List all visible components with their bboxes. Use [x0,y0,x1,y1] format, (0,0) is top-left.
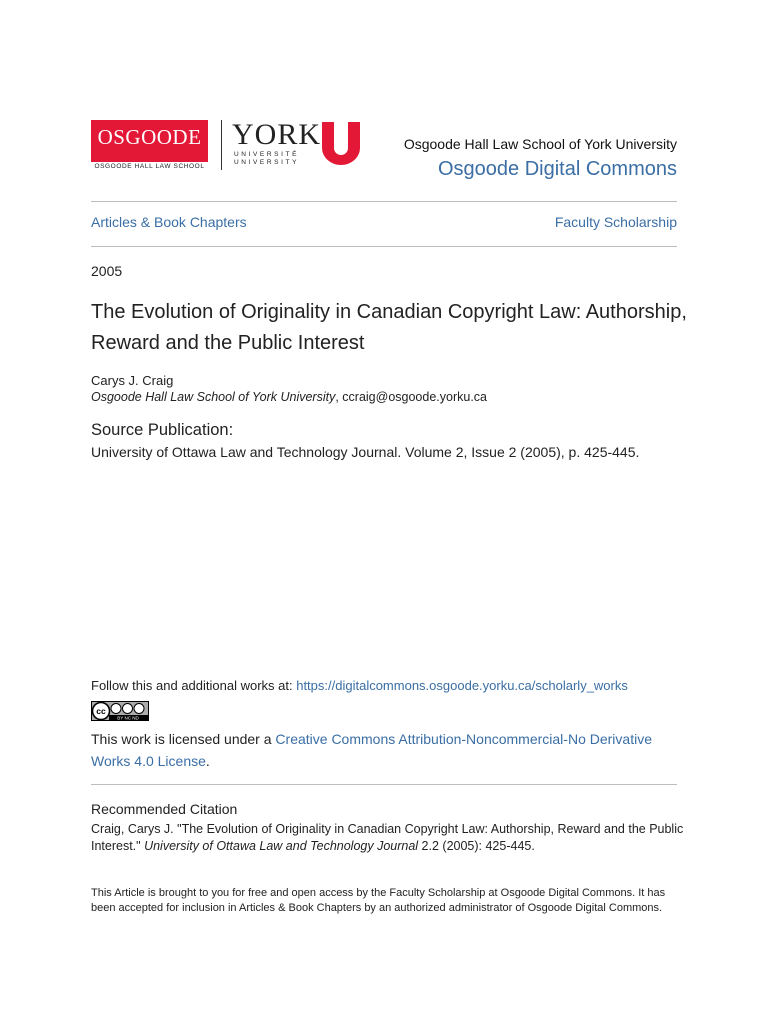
osgoode-logo-subtitle: OSGOODE HALL LAW SCHOOL [94,163,205,170]
citation-heading: Recommended Citation [91,801,238,817]
citation-text [91,821,691,855]
publication-year: 2005 [91,263,123,279]
osgoode-logo [91,120,208,162]
york-logo-subtitle-fr: UNIVERSITÉ [234,151,300,158]
license-prefix: This work is licensed under a [91,731,276,747]
repository-link[interactable]: Osgoode Digital Commons [438,158,677,180]
cc-license-badge-icon[interactable] [91,701,149,721]
divider [91,784,677,785]
access-notice: This Article is brought to you for free and open access by the Faculty Scholarship at Osgoode Digital Commons. It has been accepted for inclusion in Articles & Book Chapters by an authorized administrator of Osgoode Digital Commons. [91,887,666,914]
divider [91,201,677,202]
citation-part-1: Craig, Carys J. "The Evolution of Originality in Canadian Copyright Law: Authorship, Reward and the Public Interest." [91,822,684,853]
york-logo-wordmark: YORK [232,118,322,151]
source-heading: Source Publication: [91,421,234,439]
citation-journal: University of Ottawa Law and Technology Journal [144,839,419,853]
article-title: The Evolution of Originality in Canadian Copyright Law: Authorship, Reward and the Public Interest [91,301,687,354]
author-affiliation [91,390,487,404]
cc-badge-text: cc [96,706,106,717]
osgoode-logo-wordmark: OSGOODE [97,125,202,149]
collection-link[interactable]: Articles & Book Chapters [91,214,247,230]
follow-url-link[interactable]: https://digitalcommons.osgoode.yorku.ca/scholarly_works [296,678,628,693]
divider [91,246,677,247]
york-u-logo-icon [318,122,364,166]
follow-line [91,678,628,693]
license-suffix: . [205,753,210,769]
institution-name: Osgoode Hall Law School of York University [403,136,677,152]
author-name: Carys J. Craig [91,373,174,388]
logo-divider [221,120,222,170]
community-link[interactable]: Faculty Scholarship [554,214,677,230]
source-publication: University of Ottawa Law and Technology Journal. Volume 2, Issue 2 (2005), p. 425-445. [91,444,640,460]
follow-label: Follow this and additional works at: [91,678,297,693]
author-email: , ccraig@osgoode.yorku.ca [335,390,487,404]
license-link[interactable]: Creative Commons Attribution-Noncommercial-No Derivative Works 4.0 License [91,731,652,769]
citation-part-2: 2.2 (2005): 425-445. [418,839,535,853]
york-logo-subtitle-en: UNIVERSITY [234,159,300,166]
cc-badge-labels: BY NC ND [117,715,139,721]
affiliation-name: Osgoode Hall Law School of York University [91,390,336,404]
license-statement [91,728,677,772]
